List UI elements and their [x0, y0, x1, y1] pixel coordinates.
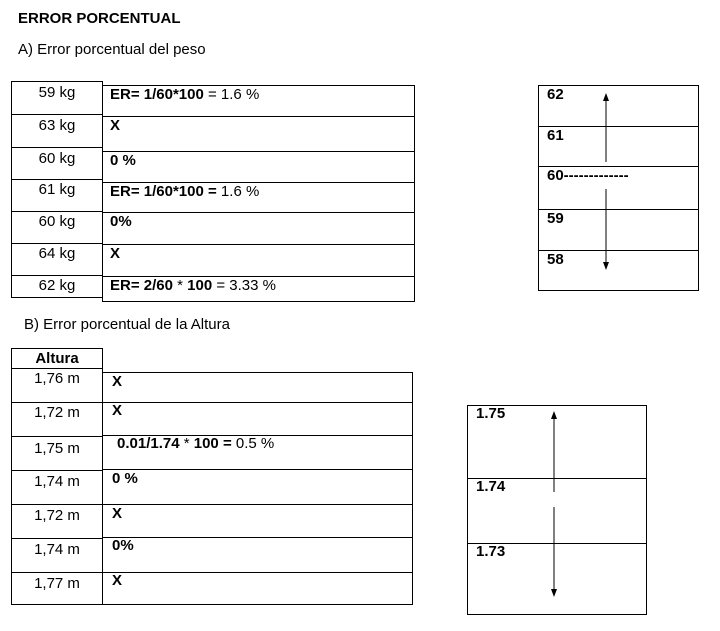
section-b-heading: B) Error porcentual de la Altura: [24, 316, 230, 333]
weight-cell: 60 kg: [11, 211, 103, 244]
error-cell: X: [102, 244, 415, 277]
weight-cell: 62 kg: [11, 275, 103, 298]
scale-cell: 58: [538, 250, 699, 291]
page-title: ERROR PORCENTUAL: [18, 10, 181, 27]
error-cell: X: [102, 572, 413, 605]
scale-cell: 59: [538, 209, 699, 251]
down-arrow-icon: [551, 507, 557, 597]
scale-cell: 1.73: [467, 543, 647, 615]
error-cell: X: [102, 402, 413, 436]
up-arrow-icon: [603, 93, 609, 162]
altura-header: Altura: [11, 348, 103, 369]
weight-cell: 63 kg: [11, 114, 103, 148]
error-cell: X: [102, 372, 413, 403]
weight-cell: 60 kg: [11, 147, 103, 180]
height-cell: 1,72 m: [11, 504, 103, 539]
error-cell: 0%: [102, 537, 413, 573]
error-cell: ER= 1/60*100 = 1.6 %: [102, 182, 415, 213]
error-cell: ER= 2/60 * 100 = 3.33 %: [102, 276, 415, 302]
scale-cell: 61: [538, 126, 699, 167]
weight-cell: 59 kg: [11, 81, 103, 115]
scale-cell: 1.75: [467, 405, 647, 479]
error-cell: 0.01/1.74 * 100 = 0.5 %: [102, 435, 413, 470]
scale-cell: 1.74: [467, 478, 647, 544]
error-cell: ER= 1/60*100 = 1.6 %: [102, 85, 415, 117]
scale-cell: 60-------------: [538, 166, 699, 210]
height-cell: 1,77 m: [11, 572, 103, 605]
height-cell: 1,75 m: [11, 436, 103, 471]
error-cell: X: [102, 116, 415, 152]
error-cell: 0 %: [102, 151, 415, 183]
height-cell: 1,72 m: [11, 402, 103, 437]
down-arrow-icon: [603, 189, 609, 270]
error-cell: X: [102, 504, 413, 538]
height-cell: 1,74 m: [11, 538, 103, 573]
height-cell: 1,76 m: [11, 368, 103, 403]
section-a-heading: A) Error porcentual del peso: [18, 41, 206, 58]
up-arrow-icon: [551, 411, 557, 492]
height-cell: 1,74 m: [11, 470, 103, 505]
scale-cell: 62: [538, 85, 699, 127]
weight-cell: 61 kg: [11, 179, 103, 212]
error-cell: 0%: [102, 212, 415, 245]
weight-cell: 64 kg: [11, 243, 103, 276]
error-cell: 0 %: [102, 469, 413, 505]
